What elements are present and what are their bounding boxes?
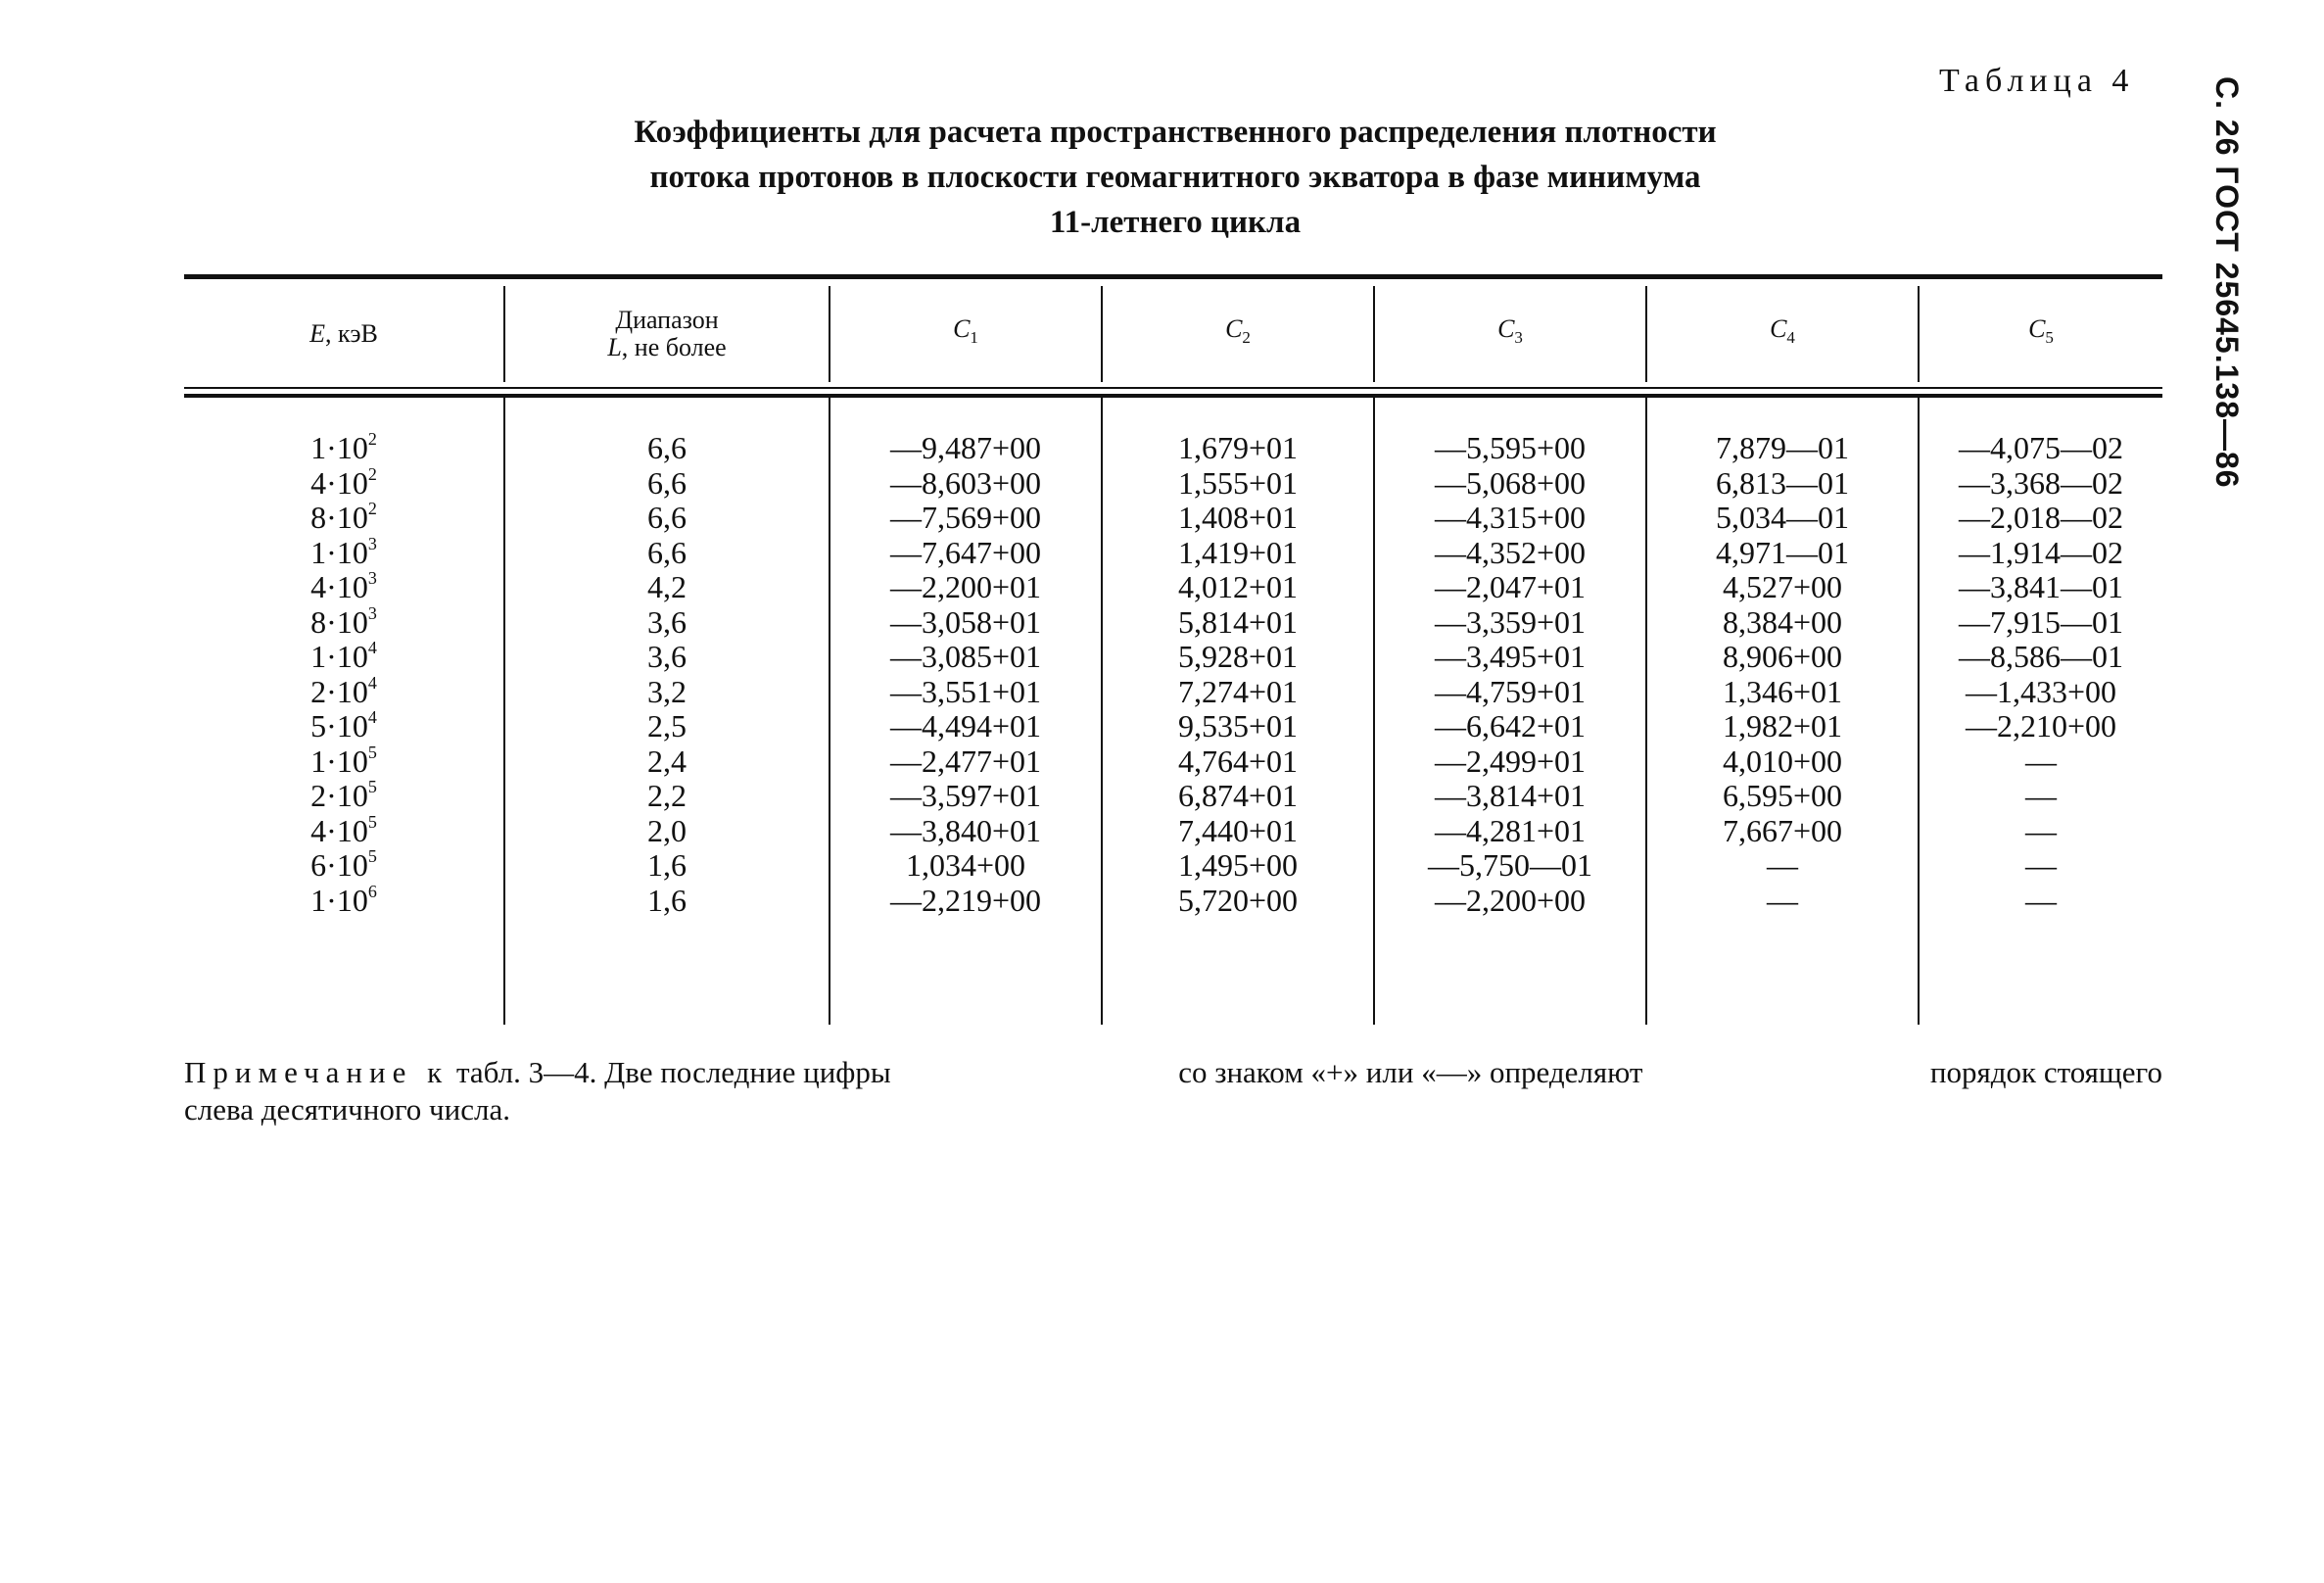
cell-c5: — xyxy=(2025,778,2057,813)
cell-c5: —1,914—02 xyxy=(1959,534,2123,570)
cell-c3: —6,642+01 xyxy=(1434,708,1587,744)
header-rule-2 xyxy=(184,394,2162,398)
cell-c2: 5,928+01 xyxy=(1177,639,1299,674)
cell-c3: —3,495+01 xyxy=(1434,639,1587,674)
note-part-1: табл. 3—4. Две последние цифры xyxy=(455,1055,891,1089)
cell-c4: 5,034—01 xyxy=(1716,500,1849,535)
energy-exponent: 2 xyxy=(367,429,377,449)
energy-mantissa: 1·10 xyxy=(310,639,368,674)
header-c1-sub: 1 xyxy=(970,328,978,348)
cell-c1: —4,494+01 xyxy=(889,708,1042,744)
cell-l: 3,2 xyxy=(647,673,687,709)
header-energy xyxy=(184,286,503,382)
cell-c1: —3,840+01 xyxy=(889,812,1042,848)
header-range-line1: Диапазон xyxy=(615,306,719,334)
cell-c4: — xyxy=(1767,847,1798,883)
cell-c2: 6,874+01 xyxy=(1177,778,1299,813)
cell-energy xyxy=(184,709,503,744)
header-c2 xyxy=(1103,286,1373,382)
cell-c1: —2,219+00 xyxy=(889,882,1042,918)
energy-mantissa: 8·10 xyxy=(310,500,368,535)
energy-mantissa: 1·10 xyxy=(310,882,368,918)
energy-exponent: 3 xyxy=(367,602,377,623)
table-top-rule xyxy=(184,274,2162,279)
cell-c1: —9,487+00 xyxy=(889,430,1042,465)
cell-c1: —7,569+00 xyxy=(889,500,1042,535)
cell-c3: —4,759+01 xyxy=(1434,673,1587,709)
page-side-header: С. 26 ГОСТ 25645.138—86 xyxy=(2209,76,2245,489)
cell-c5: — xyxy=(2025,882,2057,918)
note-label: Примечание к xyxy=(184,1055,450,1089)
cell-l: 1,6 xyxy=(647,847,687,883)
energy-exponent: 5 xyxy=(367,742,377,762)
cell-c5: —7,915—01 xyxy=(1959,603,2123,640)
cell-c4: 1,982+01 xyxy=(1722,708,1843,744)
cell-energy xyxy=(184,501,503,536)
header-c3-var: C xyxy=(1497,314,1515,344)
cell-c2: 1,495+00 xyxy=(1177,847,1299,883)
header-c2-var: C xyxy=(1225,314,1243,344)
cell-l: 6,6 xyxy=(647,500,687,535)
cell-c1: —3,058+01 xyxy=(889,603,1042,640)
cell-c5: — xyxy=(2025,847,2057,883)
energy-exponent: 4 xyxy=(367,638,377,657)
cell-c5: —2,018—02 xyxy=(1959,500,2123,535)
coefficients-table xyxy=(184,274,2162,1025)
cell-energy xyxy=(184,672,503,710)
cell-c2: 1,408+01 xyxy=(1177,500,1299,535)
energy-mantissa: 1·10 xyxy=(310,430,368,465)
header-c2-sub: 2 xyxy=(1242,328,1251,348)
header-energy-unit: , кэВ xyxy=(325,319,378,348)
cell-c2: 1,419+01 xyxy=(1177,534,1299,570)
cell-c5: —1,433+00 xyxy=(1965,673,2117,709)
cell-l: 6,6 xyxy=(647,534,687,570)
cell-c4: 4,010+00 xyxy=(1722,743,1843,779)
cell-l: 2,2 xyxy=(647,778,687,813)
column-c2 xyxy=(1103,431,1373,918)
header-energy-var: E xyxy=(309,319,326,348)
column-c5 xyxy=(1920,431,2162,918)
energy-exponent: 6 xyxy=(367,881,377,901)
cell-c1: —3,551+01 xyxy=(889,673,1042,709)
cell-c1: —7,647+00 xyxy=(889,534,1042,570)
column-c1 xyxy=(830,431,1101,918)
energy-exponent: 5 xyxy=(367,846,377,866)
cell-energy xyxy=(184,848,503,884)
header-c4-sub: 4 xyxy=(1786,328,1795,348)
header-c5-var: C xyxy=(2028,314,2046,344)
energy-exponent: 3 xyxy=(367,533,377,553)
cell-c4: 8,384+00 xyxy=(1722,603,1843,640)
cell-c5: —2,210+00 xyxy=(1965,708,2117,744)
header-c3 xyxy=(1375,286,1645,382)
cell-c4: 8,906+00 xyxy=(1722,639,1843,674)
energy-exponent: 4 xyxy=(367,707,377,727)
cell-energy xyxy=(184,744,503,780)
cell-c3: —3,814+01 xyxy=(1434,778,1587,813)
cell-c2: 5,720+00 xyxy=(1177,882,1299,918)
cell-c2: 5,814+01 xyxy=(1177,603,1299,640)
cell-l: 1,6 xyxy=(647,882,687,918)
table-label: Таблица 4 xyxy=(1939,63,2135,99)
cell-c4: 6,813—01 xyxy=(1716,464,1849,501)
cell-c3: —5,595+00 xyxy=(1434,430,1587,465)
cell-c1: —3,597+01 xyxy=(889,778,1042,813)
cell-c3: —3,359+01 xyxy=(1434,603,1587,640)
cell-c1: —2,477+01 xyxy=(889,743,1042,779)
cell-c4: 7,667+00 xyxy=(1722,812,1843,848)
cell-c3: —2,200+00 xyxy=(1434,882,1587,918)
cell-c1: —8,603+00 xyxy=(889,464,1042,501)
cell-energy xyxy=(184,779,503,814)
cell-c2: 4,012+01 xyxy=(1177,569,1299,604)
note-part-3: порядок стоящего xyxy=(1929,1055,2162,1089)
header-range-var: L xyxy=(607,333,622,361)
cell-c3: —5,068+00 xyxy=(1434,464,1587,501)
energy-exponent: 3 xyxy=(367,568,377,588)
cell-l: 3,6 xyxy=(647,639,687,674)
cell-energy xyxy=(184,463,503,502)
note-line-1 xyxy=(184,1054,2162,1091)
header-c3-sub: 3 xyxy=(1514,328,1523,348)
header-c4 xyxy=(1647,286,1918,382)
cell-l: 3,6 xyxy=(647,603,687,640)
energy-mantissa: 2·10 xyxy=(310,778,368,813)
header-range-rest: , не более xyxy=(621,333,727,361)
title-line-3: 11-летнего цикла xyxy=(1049,205,1302,240)
cell-c2: 7,274+01 xyxy=(1177,673,1299,709)
cell-c4: 6,595+00 xyxy=(1722,778,1843,813)
cell-c1: —3,085+01 xyxy=(889,639,1042,674)
cell-energy xyxy=(184,431,503,466)
cell-l: 2,4 xyxy=(647,743,687,779)
energy-mantissa: 4·10 xyxy=(310,569,368,604)
cell-energy xyxy=(184,811,503,849)
title-line-1: Коэффициенты для расчета пространственного распределения плотности xyxy=(634,115,1717,150)
header-rule-1 xyxy=(184,387,2162,389)
cell-c5: — xyxy=(2025,743,2057,779)
cell-c2: 7,440+01 xyxy=(1177,812,1299,848)
title-line-2: потока протонов в плоскости геомагнитного экватора в фазе минимума xyxy=(649,160,1701,195)
cell-c1: —2,200+01 xyxy=(889,569,1042,604)
energy-mantissa: 5·10 xyxy=(310,708,368,744)
cell-c3: —4,352+00 xyxy=(1434,534,1587,570)
energy-exponent: 2 xyxy=(367,463,377,484)
cell-l: 6,6 xyxy=(647,464,687,501)
note-line-2: слева десятичного числа. xyxy=(184,1092,510,1127)
cell-c4: 1,346+01 xyxy=(1722,673,1843,709)
cell-c4: 7,879—01 xyxy=(1716,430,1849,465)
cell-l: 2,5 xyxy=(647,708,687,744)
energy-mantissa: 8·10 xyxy=(310,603,368,640)
header-c1 xyxy=(830,286,1101,382)
energy-mantissa: 1·10 xyxy=(310,743,368,779)
cell-c5: —4,075—02 xyxy=(1959,430,2123,465)
cell-c4: — xyxy=(1767,882,1798,918)
energy-mantissa: 4·10 xyxy=(310,812,368,848)
cell-energy xyxy=(184,602,503,641)
header-c4-var: C xyxy=(1770,314,1787,344)
energy-exponent: 2 xyxy=(367,499,377,518)
cell-l: 4,2 xyxy=(647,569,687,604)
cell-c2: 9,535+01 xyxy=(1177,708,1299,744)
cell-c2: 1,555+01 xyxy=(1177,464,1299,501)
energy-mantissa: 6·10 xyxy=(310,847,368,883)
cell-c2: 4,764+01 xyxy=(1177,743,1299,779)
header-c5 xyxy=(1920,286,2162,382)
energy-mantissa: 2·10 xyxy=(310,673,368,709)
header-c5-sub: 5 xyxy=(2045,328,2054,348)
column-energy xyxy=(184,431,503,918)
energy-mantissa: 4·10 xyxy=(310,464,368,501)
cell-c3: —5,750—01 xyxy=(1428,847,1592,883)
energy-exponent: 4 xyxy=(367,672,377,693)
column-c3 xyxy=(1375,431,1645,918)
cell-energy xyxy=(184,640,503,675)
header-range xyxy=(505,286,829,382)
cell-energy xyxy=(184,570,503,605)
column-range xyxy=(505,431,829,918)
column-c4 xyxy=(1647,431,1918,918)
header-c1-var: C xyxy=(953,314,971,344)
cell-c2: 1,679+01 xyxy=(1177,430,1299,465)
cell-l: 6,6 xyxy=(647,430,687,465)
cell-l: 2,0 xyxy=(647,812,687,848)
table-title xyxy=(490,110,1861,245)
cell-c5: — xyxy=(2025,812,2057,848)
energy-exponent: 5 xyxy=(367,811,377,832)
cell-c3: —2,499+01 xyxy=(1434,743,1587,779)
cell-c1: 1,034+00 xyxy=(905,847,1026,883)
energy-exponent: 5 xyxy=(367,777,377,796)
cell-energy xyxy=(184,533,503,571)
note-part-2: со знаком «+» или «—» определяют xyxy=(1178,1055,1643,1089)
energy-mantissa: 1·10 xyxy=(310,534,368,570)
cell-c5: —8,586—01 xyxy=(1959,639,2123,674)
cell-c5: —3,841—01 xyxy=(1959,569,2123,604)
cell-c3: —4,281+01 xyxy=(1434,812,1587,848)
cell-c3: —2,047+01 xyxy=(1434,569,1587,604)
cell-c4: 4,527+00 xyxy=(1722,569,1843,604)
cell-c3: —4,315+00 xyxy=(1434,500,1587,535)
cell-c4: 4,971—01 xyxy=(1716,534,1849,570)
cell-c5: —3,368—02 xyxy=(1959,464,2123,501)
table-note xyxy=(184,1054,2162,1128)
cell-energy xyxy=(184,881,503,919)
